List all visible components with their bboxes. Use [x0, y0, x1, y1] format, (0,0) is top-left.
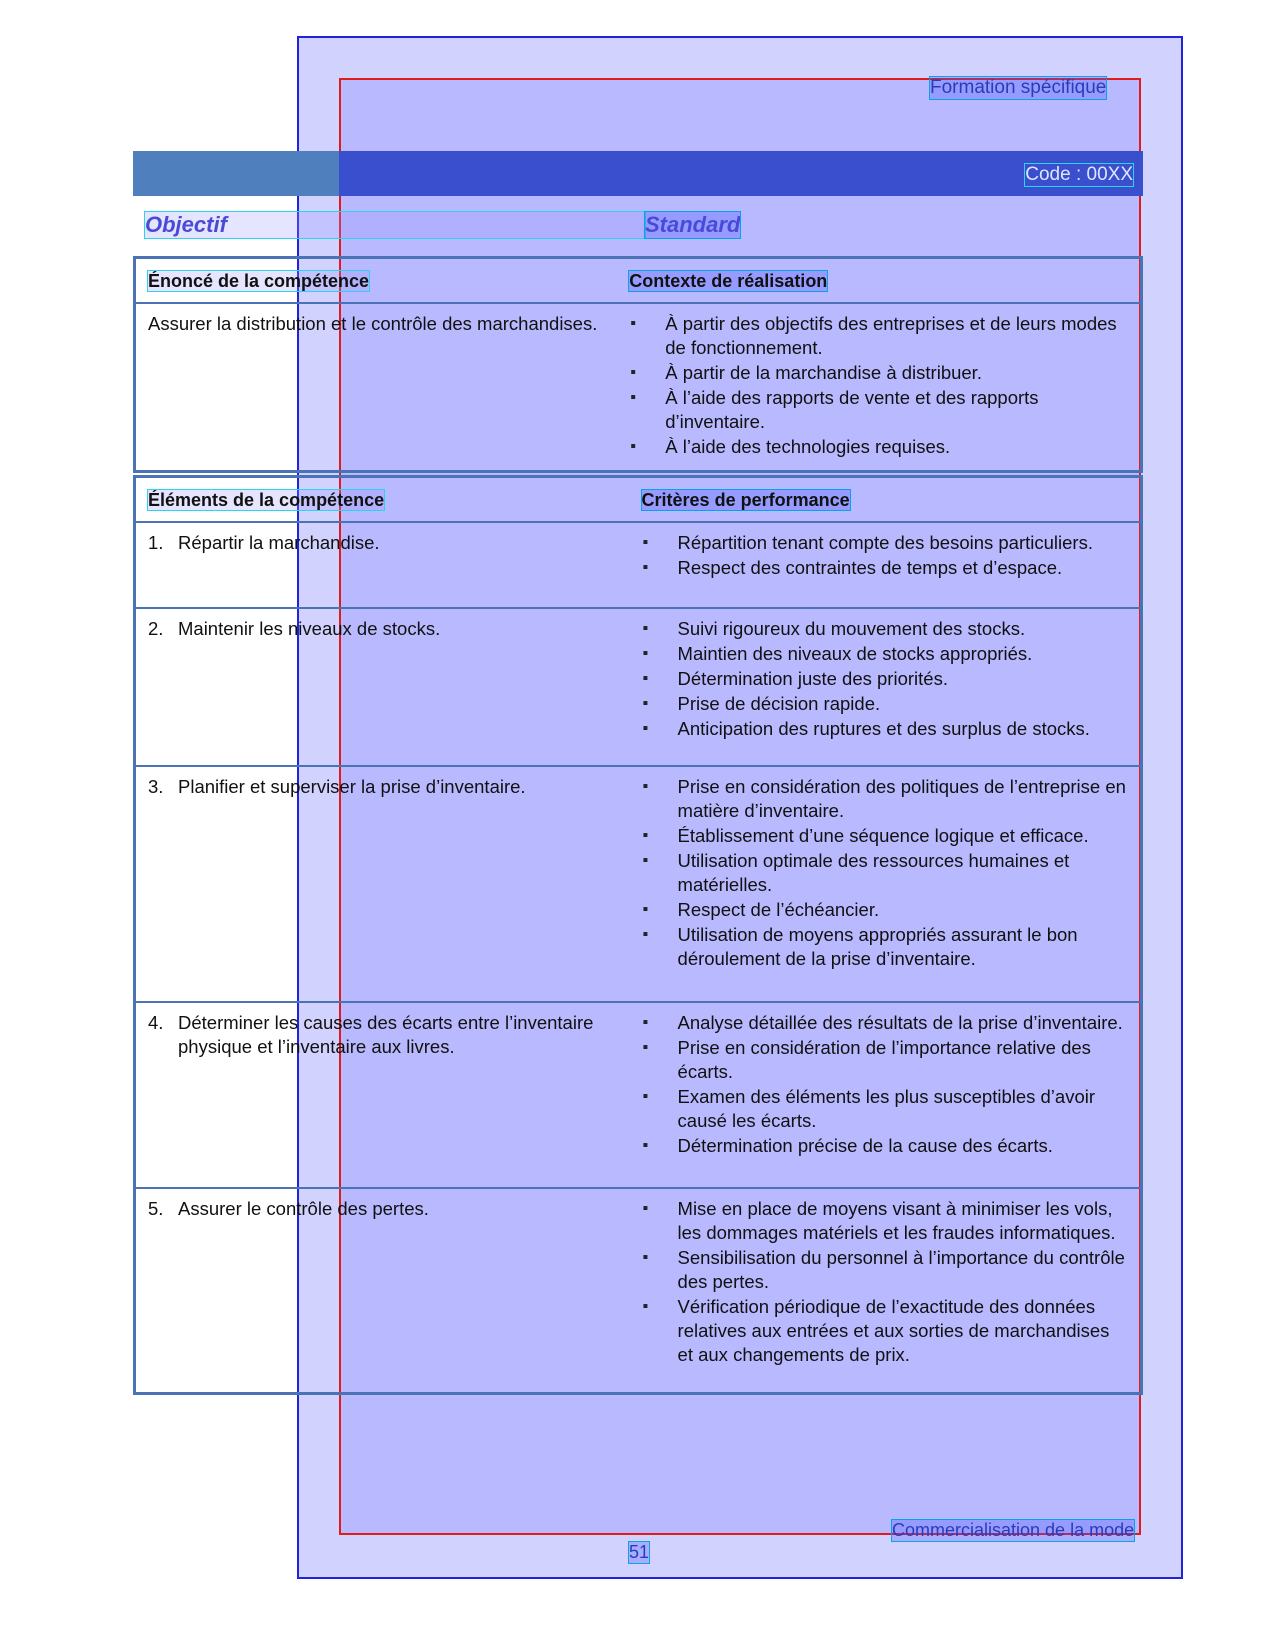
table-row	[135, 608, 1142, 766]
list-item: ▪ Respect de l’échéancier.	[642, 898, 1126, 922]
list-item: ▪ Prise en considération des politiques de l’entreprise en matière d’inventaire.	[642, 775, 1126, 823]
head-criteres: Critères de performance	[642, 477, 1142, 523]
title-objectif: Objectif	[145, 212, 645, 238]
list-item: ▪ Vérification périodique de l’exactitude des données relatives aux entrées et aux sorties de marchandises et aux changements de prix.	[642, 1295, 1126, 1367]
competence-table	[133, 256, 1143, 473]
criteres-list	[642, 775, 1126, 971]
element-text: 1. Répartir la marchandise.	[148, 532, 380, 553]
competency-code: Code : 00XX	[1025, 164, 1133, 185]
head-elements: Éléments de la compétence	[135, 477, 642, 523]
enonce-cell	[135, 303, 630, 472]
list-item: ▪ À l’aide des rapports de vente et des rapports d’inventaire.	[629, 386, 1126, 434]
list-item: ▪ À l’aide des technologies requises.	[629, 435, 1126, 459]
competence-table-header	[135, 258, 1142, 304]
criteres-list	[642, 1197, 1126, 1367]
head-enonce: Énoncé de la compétence	[135, 258, 630, 304]
list-item: ▪ À partir de la marchandise à distribuer.	[629, 361, 1126, 385]
title-standard: Standard	[645, 212, 741, 237]
list-item: ▪ Détermination précise de la cause des écarts.	[642, 1134, 1126, 1158]
list-item: ▪ Sensibilisation du personnel à l’importance du contrôle des pertes.	[642, 1246, 1126, 1294]
list-item: ▪ Examen des éléments les plus susceptibles d’avoir causé les écarts.	[642, 1085, 1126, 1133]
table-row	[135, 1002, 1142, 1188]
header-top-right: Formation spécifique	[930, 77, 1107, 98]
table-row	[135, 522, 1142, 608]
element-text: 4. Déterminer les causes des écarts entre l’inventaire physique et l’inventaire aux livres.	[148, 1012, 594, 1057]
table-row	[135, 1188, 1142, 1393]
elements-table-header	[135, 477, 1142, 523]
elements-table	[133, 475, 1143, 1395]
list-item: ▪ Prise de décision rapide.	[642, 692, 1126, 716]
element-text: 5. Assurer le contrôle des pertes.	[148, 1198, 429, 1219]
header-bar-overlay	[339, 151, 1143, 196]
head-contexte: Contexte de réalisation	[629, 258, 1141, 304]
element-text: 3. Planifier et superviser la prise d’inventaire.	[148, 776, 526, 797]
footer-program: Commercialisation de la mode	[892, 1520, 1135, 1540]
list-item: ▪ Mise en place de moyens visant à minimiser les vols, les dommages matériels et les fraudes informatiques.	[642, 1197, 1126, 1245]
contexte-list	[629, 312, 1126, 459]
list-item: ▪ Maintien des niveaux de stocks appropriés.	[642, 642, 1126, 666]
list-item: ▪ Utilisation de moyens appropriés assurant le bon déroulement de la prise d’inventaire.	[642, 923, 1126, 971]
page-number: 51	[629, 1542, 650, 1562]
list-item: ▪ Respect des contraintes de temps et d’espace.	[642, 556, 1126, 580]
competence-table-body	[135, 303, 1142, 472]
list-item: ▪ Analyse détaillée des résultats de la prise d’inventaire.	[642, 1011, 1126, 1035]
criteres-list	[642, 531, 1126, 580]
enonce-text: Assurer la distribution et le contrôle des marchandises.	[148, 313, 598, 334]
list-item: ▪ À partir des objectifs des entreprises et de leurs modes de fonctionnement.	[629, 312, 1126, 360]
list-item: ▪ Détermination juste des priorités.	[642, 667, 1126, 691]
element-text: 2. Maintenir les niveaux de stocks.	[148, 618, 441, 639]
table-row	[135, 766, 1142, 1002]
list-item: ▪ Anticipation des ruptures et des surplus de stocks.	[642, 717, 1126, 741]
criteres-list	[642, 617, 1126, 741]
list-item: ▪ Suivi rigoureux du mouvement des stocks.	[642, 617, 1126, 641]
list-item: ▪ Établissement d’une séquence logique et efficace.	[642, 824, 1126, 848]
list-item: ▪ Utilisation optimale des ressources humaines et matérielles.	[642, 849, 1126, 897]
list-item: ▪ Répartition tenant compte des besoins particuliers.	[642, 531, 1126, 555]
list-item: ▪ Prise en considération de l’importance relative des écarts.	[642, 1036, 1126, 1084]
contexte-cell	[629, 303, 1141, 472]
criteres-list	[642, 1011, 1126, 1158]
